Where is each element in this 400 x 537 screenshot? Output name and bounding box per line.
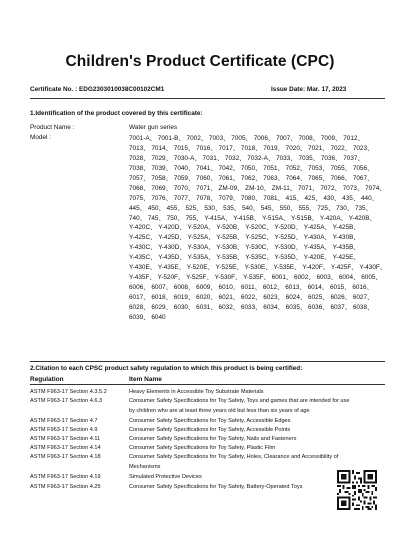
model-list-line: 445、 450、 455、 525、 530、 535、 540、 545、 550、 555、 725、 730、 735、 (129, 204, 372, 212)
model-list-line: Y-435C、 Y-435D、 Y-535A、 Y-535B、 Y-535C、 Y-535D、 Y-420E、 Y-425E、 (129, 254, 360, 262)
certificate-number-label: Certificate No. : (30, 86, 78, 93)
regulation-code: ASTM F963-17 Section 4.7 (30, 418, 98, 424)
model-list (129, 134, 387, 323)
section-divider (30, 361, 385, 362)
model-list-line: 7075、 7076、 7077、 7078、 7079、 7080、 7081、 415、 425、 430、 435、 440、 (129, 194, 379, 202)
model-list-line: 6006、 6007、 6008、 6009、 6010、 6011、 6012、 6013、 6014、 6015、 6016、 (129, 284, 373, 292)
regulation-code: ASTM F963-17 Section 4.9 (30, 427, 98, 433)
model-list-line: 7038、 7039、 7040、 7041、 7042、 7050、 7051、 7052、 7053、 7055、 7056、 (129, 164, 374, 172)
model-list-line: 7057、 7058、 7059、 7060、 7061、 7062、 7063、 7064、 7065、 7066、 7067、 (129, 174, 374, 182)
regulation-item-name: Consumer Safety Specifications for Toy Safety, Toys and games that are intended for use by children who are at least three years old but less than six years of age (129, 398, 350, 414)
product-name-label: Product Name : (30, 124, 75, 131)
regulation-item-name: Consumer Safety Specifications for Toy Safety, Accessible Edges (129, 418, 291, 424)
issue-date-label: Issue Date: (271, 86, 306, 93)
regulation-code: ASTM F963-17 Section 4.11 (30, 436, 101, 442)
regulation-item-name: Consumer Safety Specifications for Toy Safety, Holes, Clearance and Accessibility of Mechanisms (129, 454, 339, 470)
regulation-code: ASTM F963-17 Section 4.25 (30, 484, 101, 490)
product-name-value: Water gun series (129, 124, 178, 131)
model-list-line: Y-430C、 Y-430D、 Y-530A、 Y-530B、 Y-530C、 Y-530D、 Y-435A、 Y-435B、 (129, 244, 360, 252)
regulation-item-name: Consumer Safety Specifications for Toy Safety, Nails and Fasteners (129, 436, 297, 442)
model-label: Model : (30, 134, 51, 141)
model-list-line: 7028、 7029、 7030-A、 7031、 7032、 7032-A、 7033、 7035、 7036、 7037、 (129, 154, 364, 162)
header-divider (30, 98, 385, 99)
certificate-number (30, 86, 164, 93)
certificate-number-value: EDG2303010038C00102CM1 (79, 86, 165, 93)
regulation-code: ASTM F963-17 Section 4.18 (30, 454, 101, 460)
model-list-line: 7068、 7069、 7070、 7071、 ZM-09、 ZM-10、 ZM-11、 7071、 7072、 7073、 7074、 (129, 184, 386, 192)
model-list-line: Y-435F、 Y-520F、 Y-525F、 Y-530F、 Y-535F、 6001、 6002、 6003、 6004、 6005、 (129, 274, 382, 282)
model-list-line: 740、 745、 750、 755、 Y-415A、 Y-415B、 Y-515A、 Y-515B、 Y-420A、 Y-420B、 (129, 214, 376, 222)
model-list-line: 6039、 6040 (129, 313, 166, 321)
model-list-line: 7001-A、 7001-B、 7002、 7003、 7005、 7006、 7007、 7008、 7009、 7012、 (129, 135, 364, 142)
model-list-line: Y-420C、 Y-420D、 Y-520A、 Y-520B、 Y-520C、 Y-520D、 Y-425A、 Y-425B、 (129, 224, 360, 232)
model-list-line: Y-425C、 Y-425D、 Y-525A、 Y-525B、 Y-525C、 Y-525D、 Y-430A、 Y-430B、 (129, 234, 360, 242)
regulation-item-name: Heavy Elements in Accessible Toy Substrate Materials (129, 389, 264, 395)
page-title: Children's Product Certificate (CPC) (65, 53, 335, 70)
regulation-code: ASTM F963-17 Section 4.19 (30, 474, 101, 480)
regulation-code: ASTM F963-17 Section 4.3.5.2 (30, 389, 107, 395)
table-header-divider (30, 384, 385, 385)
regulation-item-name: Consumer Safety Specifications for Toy Safety, Accessible Points (129, 427, 291, 433)
regulation-code: ASTM F963-17 Section 4.6.3 (30, 398, 103, 404)
regulation-code: ASTM F963-17 Section 4.14 (30, 445, 101, 451)
regulation-item-name: Simulated Protective Devices (129, 474, 202, 480)
qr-code-icon (337, 470, 377, 510)
model-list-line: 6028、 6029、 6030、 6031、 6032、 6033、 6034、 6035、 6036、 6037、 6038、 (129, 303, 374, 311)
model-list-line: 7013、 7014、 7015、 7016、 7017、 7018、 7019、 7020、 7021、 7022、 7023、 (129, 144, 374, 152)
model-list-line: Y-430E、 Y-435E、 Y-520E、 Y-525E、 Y-530E、 Y-535E、 Y-420F、 Y-425F、 Y-430F、 (129, 264, 387, 272)
section2-title: 2.Citation to each CPSC product safety regulation to which this product is being certified: (30, 365, 303, 372)
regulation-item-name: Consumer Safety Specifications for Toy Safety, Plastic Film (129, 445, 276, 451)
section1-title: 1.Identification of the product covered by this certificate: (30, 110, 203, 117)
item-name-column-header: Item Name (129, 376, 162, 383)
issue-date-value: Mar. 17, 2023 (306, 86, 347, 93)
model-list-line: 6017、 6018、 6019、 6020、 6021、 6022、 6023、 6024、 6025、 6026、 6027、 (129, 294, 374, 301)
issue-date (271, 86, 346, 93)
regulation-item-name: Consumer Safety Specifications for Toy Safety, Battery-Operated Toys (129, 484, 303, 490)
regulation-column-header: Regulation (30, 376, 64, 383)
